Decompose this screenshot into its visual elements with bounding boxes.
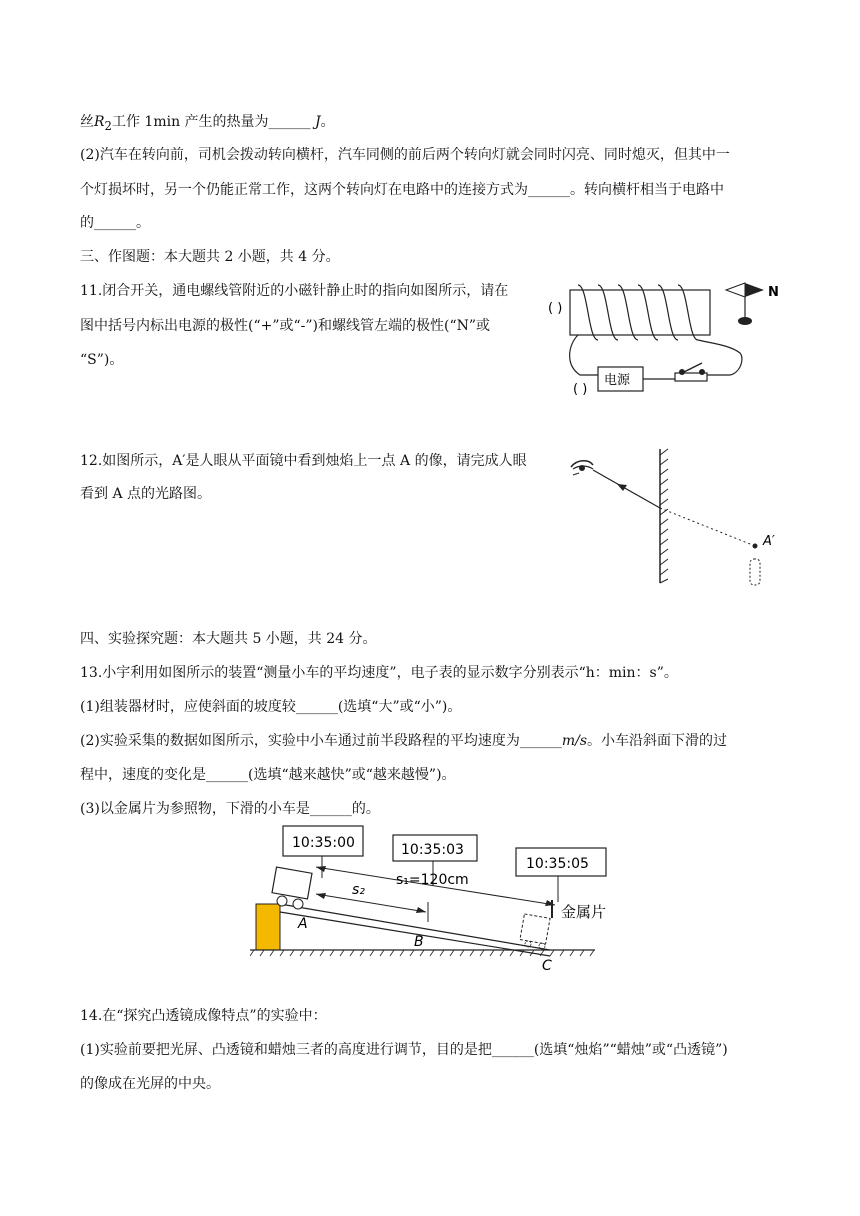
mirror-hatching: [660, 449, 668, 583]
ray-arrow: [617, 484, 627, 491]
unit-j: J: [315, 114, 321, 130]
var-r: R: [94, 114, 105, 130]
q10-line-4: 的______。: [80, 215, 150, 231]
plane-mirror-figure: [565, 445, 785, 590]
text-fragment: 工作 1min 产生的热量为______: [111, 114, 315, 130]
text-fragment: 。: [320, 114, 335, 130]
subscript: 2: [104, 118, 112, 133]
wire-right: [698, 340, 742, 375]
support-block: [256, 904, 280, 950]
power-label: 电源: [604, 373, 631, 388]
cart-dashed-icon: [520, 914, 550, 949]
solenoid-coil: [578, 285, 698, 340]
s2-arrow-end: [416, 907, 426, 913]
bracket-left[interactable]: ( ): [548, 301, 563, 316]
unit-ms: m/s: [561, 733, 588, 749]
cart-icon: [272, 867, 312, 909]
wire-left: [570, 335, 598, 375]
q13-part-1: (1)组装器材时，应使斜面的坡度较______(选填“大”或“小”)。: [80, 699, 462, 715]
s2-label: s₂: [352, 882, 365, 898]
reflected-ray: [593, 470, 660, 508]
image-label: A′: [763, 534, 775, 549]
timer-c-text: 10:35:05: [526, 856, 589, 872]
point-c-label: C: [542, 958, 552, 972]
q14-line: 14.在“探究凸透镜成像特点”的实验中：: [80, 1008, 327, 1024]
incline-figure: [250, 822, 620, 972]
q10-line-2: (2)汽车在转向前，司机会拨动转向横杆，汽车同侧的前后两个转向灯就会同时闪亮、同时熄灭，但其中一: [80, 147, 730, 163]
text-fragment: 。小车沿斜面下滑的过: [587, 733, 728, 749]
q12-line-1: 12.如图所示，A′是人眼从平面镜中看到烛焰上一点 A 的像，请完成人眼: [80, 453, 527, 469]
section-3-heading: 三、作图题：本大题共 2 小题，共 4 分。: [80, 249, 340, 265]
point-b-label: B: [414, 934, 424, 950]
text-fragment: 丝: [80, 114, 94, 130]
timer-c: [516, 848, 606, 876]
switch-icon: [675, 363, 707, 381]
solenoid-circuit-figure: [540, 275, 800, 405]
virtual-ray: [660, 508, 755, 546]
q13-part-3: (3)以金属片为参照物，下滑的小车是______的。: [80, 801, 380, 817]
timer-b: [393, 835, 477, 861]
q12-line-2: 看到 A 点的光路图。: [80, 486, 212, 502]
image-point: [753, 544, 758, 549]
eye-icon: [571, 461, 593, 475]
text-fragment: (2)实验采集的数据如图所示，实验中小车通过前半段路程的平均速度为______: [80, 733, 562, 749]
timer-a-text: 10:35:00: [292, 835, 355, 851]
s1-label: s₁=120cm: [396, 872, 469, 888]
q14-part-1-cont: 的像成在光屏的中央。: [80, 1076, 220, 1092]
metal-label: 金属片: [561, 903, 607, 921]
timer-b-text: 10:35:03: [401, 842, 464, 858]
bracket-bottom[interactable]: ( ): [573, 382, 588, 397]
s1-arrow-end: [545, 900, 555, 906]
q10-line-1: [80, 112, 335, 136]
q13-part-2-cont: 程中，速度的变化是______(选填“越来越快”或“越来越慢”)。: [80, 767, 456, 783]
q14-part-1: (1)实验前要把光屏、凸透镜和蜡烛三者的高度进行调节，目的是把______(选填“烛焰”“蜡烛”或“凸透镜”): [80, 1042, 728, 1058]
candle-image: [750, 559, 760, 585]
needle-n-label: N: [768, 285, 779, 300]
s2-arrow-line: [316, 894, 426, 912]
q10-line-3: 个灯损坏时，另一个仍能正常工作，这两个转向灯在电路中的连接方式为______。转向横杆相当于电路中: [80, 182, 724, 198]
section-4-heading: 四、实验探究题：本大题共 5 小题，共 24 分。: [80, 631, 377, 647]
q13-part-2: [80, 731, 727, 751]
q11-line-3: “S”)。: [80, 352, 124, 368]
q11-line-2: 图中括号内标出电源的极性(“+”或“-”)和螺线管左端的极性(“N”或: [80, 318, 491, 334]
compass-needle-icon: [726, 283, 764, 325]
q11-line-1: 11.闭合开关，通电螺线管附近的小磁针静止时的指向如图所示，请在: [80, 283, 509, 299]
timer-a: [283, 826, 363, 856]
s2-arrow-start: [316, 893, 326, 899]
point-a-label: A: [298, 916, 308, 932]
s1-arrow-start: [316, 866, 326, 872]
q13-line: 13.小宇利用如图所示的装置“测量小车的平均速度”，电子表的显示数字分别表示“h：min：s”。: [80, 665, 678, 681]
